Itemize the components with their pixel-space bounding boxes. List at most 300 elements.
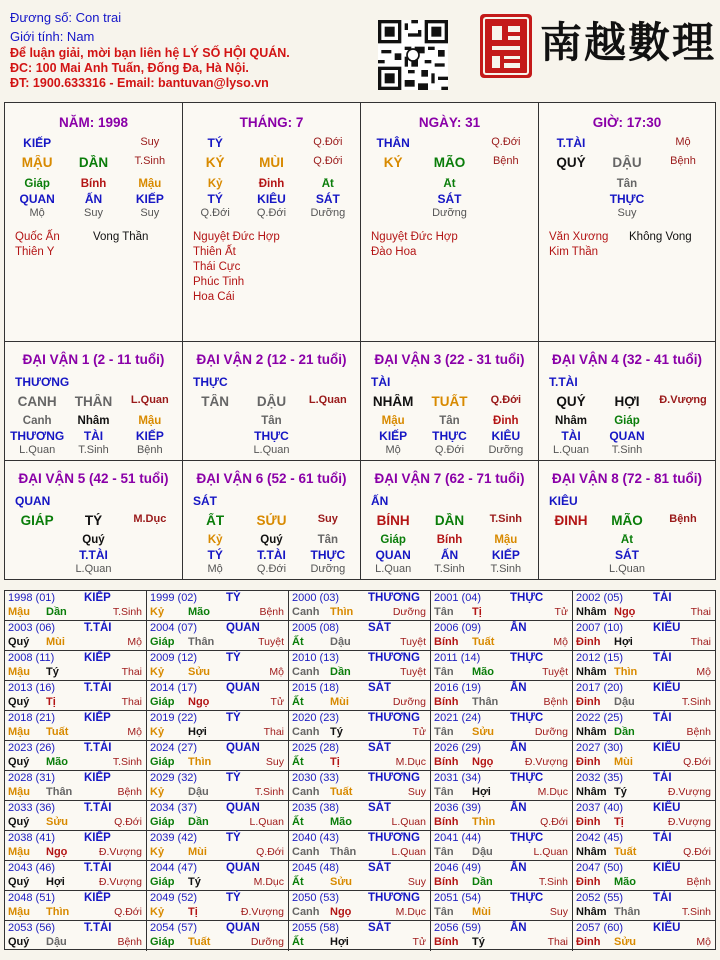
year-stem: Quý xyxy=(8,876,30,888)
year-label: 2049 (52) xyxy=(150,892,198,904)
year-stem: Kỷ xyxy=(150,846,165,858)
dai-van-ten-gods-item xyxy=(187,429,243,443)
year-ten-god: ẤN xyxy=(510,802,527,814)
year-branch: Dậu xyxy=(472,846,493,858)
dai-van-stage: T.Sinh xyxy=(489,513,523,525)
year-stem: Tân xyxy=(434,846,454,858)
year-label: 2023 (26) xyxy=(8,742,56,754)
year-life-stage: Thai xyxy=(690,606,711,618)
dai-van-life-stage-item: Q.Đới xyxy=(256,563,287,575)
dai-van-label: KIÊU xyxy=(549,494,578,508)
year-label: 2006 (09) xyxy=(434,622,482,634)
year-cell xyxy=(5,621,147,651)
pillar-ten-gods-item: QUAN xyxy=(19,192,55,206)
year-ten-god: QUAN xyxy=(226,862,260,874)
year-stem: Quý xyxy=(8,816,30,828)
dai-van-stage: L.Quan xyxy=(130,394,169,406)
header-info xyxy=(10,8,370,91)
dai-van-hidden-stems xyxy=(543,415,711,427)
year-ten-god: TÝ xyxy=(226,652,241,664)
yearly-grid xyxy=(4,590,716,950)
pillar-stem-branch-item: MẬU xyxy=(21,155,53,170)
year-cell xyxy=(573,891,715,921)
dai-van-stage: M.Dục xyxy=(133,513,167,525)
star-item: Thiên Y xyxy=(15,246,55,258)
year-ten-god: TÝ xyxy=(226,772,241,784)
year-cell xyxy=(147,591,289,621)
year-label: 2017 (20) xyxy=(576,682,624,694)
year-stem: Quý xyxy=(8,696,30,708)
dai-van-ten-gods xyxy=(365,548,534,562)
pillar-ten-gods-item: SÁT xyxy=(437,192,462,206)
year-branch: Ngọ xyxy=(614,606,636,618)
dai-van-stem: GIÁP xyxy=(20,513,54,528)
pillar-life-stage-item: Dưỡng xyxy=(432,207,467,219)
year-branch: Tý xyxy=(188,876,201,888)
year-branch: Mão xyxy=(46,756,68,768)
year-ten-god: ẤN xyxy=(510,622,527,634)
pillar-top-row-item: KIẾP xyxy=(23,136,52,150)
year-life-stage: L.Quan xyxy=(249,816,284,828)
year-life-stage: Thai xyxy=(690,636,711,648)
pillar-column xyxy=(539,103,715,342)
dai-van-ten-gods-item: KIẾP xyxy=(379,429,408,443)
year-stem: Kỷ xyxy=(150,666,165,678)
year-label: 2001 (04) xyxy=(434,592,482,604)
year-cell xyxy=(5,921,147,951)
contact-line: Để luận giải, mời bạn liên hệ LÝ SỐ HỘI QUÁN. xyxy=(10,46,290,60)
year-cell xyxy=(147,861,289,891)
dai-van-life-stage xyxy=(543,563,711,575)
year-cell xyxy=(147,681,289,711)
year-branch: Thìn xyxy=(46,906,70,918)
pillar-hidden-stems-item xyxy=(543,178,599,190)
year-ten-god: TÀI xyxy=(653,772,672,784)
year-ten-god: KIẾP xyxy=(84,652,111,664)
year-life-stage: Đ.Vượng xyxy=(98,846,142,858)
dai-van-life-stage-item: T.Sinh xyxy=(434,563,465,575)
dai-van-label: TÀI xyxy=(371,375,391,389)
year-life-stage: Q.Đới xyxy=(540,816,568,828)
year-label: 2015 (18) xyxy=(292,682,340,694)
dai-van-ten-gods-item xyxy=(655,548,711,562)
year-stem: Đinh xyxy=(576,636,601,648)
dai-van-ten-gods-item: THỰC xyxy=(254,429,289,443)
pillar-title: GIỜ: 17:30 xyxy=(592,115,662,130)
year-life-stage: Thai xyxy=(547,936,568,948)
dai-van-life-stage-item: Mộ xyxy=(207,563,223,575)
year-cell xyxy=(5,801,147,831)
dai-van-life-stage-item: T.Sinh xyxy=(611,444,643,456)
pillar-hidden-stems-item: Bính xyxy=(80,178,107,190)
year-label: 2054 (57) xyxy=(150,922,198,934)
year-cell xyxy=(431,591,573,621)
dai-van-life-stage-item xyxy=(300,444,356,456)
year-label: 2030 (33) xyxy=(292,772,340,784)
dai-van-stem-branch xyxy=(543,513,711,528)
year-stem: Tân xyxy=(434,726,454,738)
pillar-life-stage xyxy=(9,207,178,219)
dai-van-ten-gods-item xyxy=(300,429,356,443)
year-branch: Sửu xyxy=(330,876,353,888)
year-life-stage: T.Sinh xyxy=(112,756,142,768)
year-life-stage: Suy xyxy=(407,786,426,798)
pillar-ten-gods xyxy=(9,192,178,206)
year-life-stage: Tuyệt xyxy=(400,666,426,678)
year-stem: Nhâm xyxy=(576,666,607,678)
year-label: 2046 (49) xyxy=(434,862,482,874)
stars-right xyxy=(629,230,709,245)
pillar-stem-branch xyxy=(365,155,534,170)
year-ten-god: QUAN xyxy=(226,742,260,754)
dai-van-life-stage-item: Dưỡng xyxy=(488,444,524,456)
year-label: 2007 (10) xyxy=(576,622,624,634)
year-cell xyxy=(147,651,289,681)
year-cell xyxy=(5,861,147,891)
year-branch: Thân xyxy=(472,696,499,708)
year-life-stage: L.Quan xyxy=(533,846,568,858)
dai-van-hidden-stems xyxy=(365,534,534,546)
year-stem: Đinh xyxy=(576,696,601,708)
year-life-stage: Thai xyxy=(121,696,142,708)
year-cell xyxy=(147,891,289,921)
year-cell xyxy=(431,831,573,861)
dai-van-hidden-stems-item: Đinh xyxy=(493,415,519,427)
dai-van-hidden-stems-item: Mậu xyxy=(494,534,518,546)
year-stem: Kỷ xyxy=(150,606,165,618)
year-cell xyxy=(431,621,573,651)
dai-van-hidden-stems-item: Nhâm xyxy=(555,415,587,427)
year-stem: Giáp xyxy=(150,696,175,708)
year-stem: Ất xyxy=(292,876,304,888)
year-branch: Ngọ xyxy=(46,846,68,858)
dai-van-cell xyxy=(5,461,183,579)
year-life-stage: Thai xyxy=(263,726,284,738)
year-cell xyxy=(431,771,573,801)
year-stem: Nhâm xyxy=(576,606,607,618)
stars-right xyxy=(93,230,176,245)
year-stem: Ất xyxy=(292,816,304,828)
year-life-stage: Bệnh xyxy=(686,876,711,888)
year-stem: Quý xyxy=(8,636,30,648)
year-branch: Thân xyxy=(46,786,73,798)
dai-van-label: SÁT xyxy=(193,494,217,508)
dai-van-ten-gods-item: THỰC xyxy=(432,429,467,443)
year-stem: Mậu xyxy=(8,666,30,678)
dai-van-hidden-stems-item xyxy=(9,534,65,546)
year-branch: Sửu xyxy=(46,816,69,828)
pillar-stem-branch-item: KỶ xyxy=(205,155,225,170)
year-life-stage: Tử xyxy=(412,726,426,738)
pillar-top-row-item: T.TÀI xyxy=(556,136,586,150)
year-stem: Canh xyxy=(292,786,320,798)
year-cell xyxy=(289,891,431,921)
year-stem: Kỷ xyxy=(150,906,165,918)
year-stem: Mậu xyxy=(8,906,30,918)
dai-van-life-stage-item: T.Sinh xyxy=(490,563,522,575)
year-branch: Mão xyxy=(614,876,636,888)
dai-van-ten-gods xyxy=(9,429,178,443)
pillar-life-stage-item xyxy=(543,207,599,219)
year-ten-god: THỰC xyxy=(510,772,544,784)
year-stem: Canh xyxy=(292,726,320,738)
year-branch: Tuất xyxy=(46,726,69,738)
year-cell xyxy=(431,891,573,921)
pillar-ten-gods-item: TÝ xyxy=(207,192,223,206)
dai-van-hidden-stems-item xyxy=(655,415,711,427)
year-ten-god: KIÊU xyxy=(653,742,681,754)
dai-van-ten-gods-item xyxy=(9,548,65,562)
dai-van-stage: Bệnh xyxy=(669,513,697,525)
year-cell xyxy=(431,681,573,711)
year-ten-god: KIẾP xyxy=(84,892,111,904)
year-label: 2045 (48) xyxy=(292,862,340,874)
year-branch: Sửu xyxy=(614,936,637,948)
pillar-hidden-stems-item: Ất xyxy=(321,178,334,190)
year-ten-god: KIÊU xyxy=(653,622,681,634)
year-label: 2002 (05) xyxy=(576,592,624,604)
pillar-ten-gods-item: KIÊU xyxy=(257,192,286,206)
pillar-column xyxy=(361,103,539,342)
year-stem: Giáp xyxy=(150,876,175,888)
pillar-ten-gods-item xyxy=(655,192,711,206)
dai-van-cell xyxy=(539,461,715,579)
year-stem: Mậu xyxy=(8,726,30,738)
year-stem: Bính xyxy=(434,696,459,708)
year-life-stage: Mộ xyxy=(127,726,142,738)
dai-van-label: T.TÀI xyxy=(549,375,578,389)
year-life-stage: Q.Đới xyxy=(114,906,142,918)
year-cell xyxy=(431,711,573,741)
pillar-hidden-stems-item: Đinh xyxy=(258,178,285,190)
year-cell xyxy=(5,771,147,801)
year-label: 2034 (37) xyxy=(150,802,198,814)
dai-van-hidden-stems-item: Tân xyxy=(439,415,460,427)
year-ten-god: THỰC xyxy=(510,712,544,724)
year-ten-god: TÝ xyxy=(226,592,241,604)
gender-line: Giới tính: Nam xyxy=(10,29,95,44)
dai-van-hidden-stems-item xyxy=(187,415,243,427)
year-label: 2052 (55) xyxy=(576,892,624,904)
year-life-stage: Mộ xyxy=(127,636,142,648)
year-ten-god: KIÊU xyxy=(653,922,681,934)
year-ten-god: KIÊU xyxy=(653,802,681,814)
year-ten-god: T.TÀI xyxy=(84,862,112,874)
pillar-life-stage-item: Mộ xyxy=(29,207,45,219)
year-cell xyxy=(289,861,431,891)
year-life-stage: Q.Đới xyxy=(683,756,711,768)
dai-van-ten-gods-item: T.TÀI xyxy=(79,548,108,562)
dai-van-title: ĐẠI VẬN 6 (52 - 61 tuổi) xyxy=(196,471,347,486)
year-label: 2033 (36) xyxy=(8,802,56,814)
pillar-ten-gods-item: THỰC xyxy=(609,192,645,206)
pillar-life-stage-item: Suy xyxy=(140,207,160,219)
dai-van-cell xyxy=(183,342,361,461)
year-label: 2040 (43) xyxy=(292,832,340,844)
year-branch: Tý xyxy=(46,666,59,678)
year-life-stage: T.Sinh xyxy=(112,606,142,618)
year-stem: Tân xyxy=(434,606,454,618)
year-cell xyxy=(431,861,573,891)
year-label: 2051 (54) xyxy=(434,892,482,904)
year-stem: Ất xyxy=(292,936,304,948)
dai-van-ten-gods-item: KIẾP xyxy=(491,548,520,562)
dai-van-cell xyxy=(5,342,183,461)
year-cell xyxy=(147,801,289,831)
dai-van-stem: ẤT xyxy=(206,513,225,528)
dai-van-stem-branch xyxy=(187,394,356,409)
dai-van-ten-gods xyxy=(543,429,711,443)
year-ten-god: THỰC xyxy=(510,652,544,664)
year-ten-god: TÝ xyxy=(226,712,241,724)
year-label: 2014 (17) xyxy=(150,682,198,694)
year-life-stage: Mộ xyxy=(696,936,711,948)
dai-van-stage: Đ.Vượng xyxy=(659,394,707,406)
year-cell xyxy=(289,621,431,651)
year-label: 2005 (08) xyxy=(292,622,340,634)
year-label: 2008 (11) xyxy=(8,652,55,664)
year-ten-god: THỰC xyxy=(510,892,544,904)
dai-van-ten-gods-item: SÁT xyxy=(615,548,639,562)
star-item: Quốc Ấn xyxy=(15,231,60,243)
pillar-top-row-item xyxy=(599,136,655,150)
dai-van-life-stage-item xyxy=(9,563,65,575)
year-cell xyxy=(289,771,431,801)
year-life-stage: Bệnh xyxy=(543,696,568,708)
dai-van-stage: L.Quan xyxy=(308,394,347,406)
year-stem: Canh xyxy=(292,606,320,618)
dai-van-life-stage-item: Dưỡng xyxy=(310,563,346,575)
year-ten-god: KIẾP xyxy=(84,832,111,844)
dai-van-stem: ĐINH xyxy=(554,513,588,528)
stars-left xyxy=(371,230,532,260)
pillar-title: NGÀY: 31 xyxy=(418,115,481,130)
pillar-life-stage-item: Q.Đới xyxy=(256,207,287,219)
year-branch: Dậu xyxy=(46,936,67,948)
year-branch: Dần xyxy=(614,726,635,738)
year-cell xyxy=(147,711,289,741)
dai-van-title: ĐẠI VẬN 3 (22 - 31 tuổi) xyxy=(374,352,525,367)
pillar-ten-gods-item xyxy=(365,192,421,206)
year-life-stage: M.Dục xyxy=(253,876,284,888)
year-life-stage: Đ.Vượng xyxy=(667,786,711,798)
pillar-hidden-stems-item: Mậu xyxy=(138,178,162,190)
pillar-life-stage-item: Suy xyxy=(617,207,637,219)
dai-van-hidden-stems xyxy=(187,534,356,546)
year-branch: Thìn xyxy=(188,756,212,768)
dai-van-ten-gods-item: KIÊU xyxy=(491,429,521,443)
year-ten-god: T.TÀI xyxy=(84,682,112,694)
pillar-stem-branch xyxy=(9,155,178,170)
dai-van-life-stage-item: L.Quan xyxy=(75,563,112,575)
year-stem: Tân xyxy=(434,666,454,678)
star-item: Kim Thần xyxy=(549,246,599,258)
year-life-stage: Đ.Vượng xyxy=(667,816,711,828)
year-ten-god: TÀI xyxy=(653,832,672,844)
year-stem: Ất xyxy=(292,696,304,708)
year-ten-god: SÁT xyxy=(368,742,391,754)
pillar-top-row-item xyxy=(243,136,299,150)
year-cell xyxy=(573,711,715,741)
year-branch: Dần xyxy=(188,816,209,828)
year-life-stage: M.Dục xyxy=(395,906,426,918)
year-life-stage: Đ.Vượng xyxy=(98,876,142,888)
year-stem: Giáp xyxy=(150,816,175,828)
dai-van-ten-gods-item: T.TÀI xyxy=(257,548,286,562)
year-cell xyxy=(5,831,147,861)
year-life-stage: Dưỡng xyxy=(392,696,426,708)
year-stem: Mậu xyxy=(8,846,30,858)
year-ten-god: THƯƠNG xyxy=(368,592,420,604)
year-cell xyxy=(573,741,715,771)
year-label: 2028 (31) xyxy=(8,772,56,784)
dai-van-hidden-stems-item xyxy=(543,534,599,546)
year-ten-god: THỰC xyxy=(510,592,544,604)
year-cell xyxy=(431,801,573,831)
year-life-stage: Dưỡng xyxy=(392,606,426,618)
year-label: 2013 (16) xyxy=(8,682,56,694)
year-stem: Nhâm xyxy=(576,726,607,738)
year-cell xyxy=(289,831,431,861)
pillar-life-stage-item xyxy=(365,207,421,219)
dai-van-hidden-stems-item: Canh xyxy=(22,415,52,427)
dai-van-stage: Suy xyxy=(317,513,338,525)
year-ten-god: SÁT xyxy=(368,922,391,934)
dai-van-life-stage xyxy=(187,563,356,575)
dai-van-title: ĐẠI VẬN 8 (72 - 81 tuổi) xyxy=(551,471,703,486)
dai-van-ten-gods-item: TÝ xyxy=(207,548,223,562)
year-life-stage: L.Quan xyxy=(391,846,426,858)
dai-van-hidden-stems-item: Tân xyxy=(317,534,339,546)
star-item: Văn Xương xyxy=(549,231,609,243)
year-stem: Kỷ xyxy=(150,726,165,738)
dai-van-ten-gods-item: THỰC xyxy=(310,548,346,562)
year-branch: Mùi xyxy=(188,846,207,858)
dai-van-life-stage-item: T.Sinh xyxy=(78,444,109,456)
year-ten-god: T.TÀI xyxy=(84,622,112,634)
year-life-stage: Tử xyxy=(270,696,284,708)
pillar-top-row-item: Mộ xyxy=(675,136,691,148)
year-ten-god: T.TÀI xyxy=(84,922,112,934)
year-stem: Bính xyxy=(434,816,459,828)
year-stem: Quý xyxy=(8,936,30,948)
pillar-stem-branch-item: Bệnh xyxy=(670,155,696,167)
dai-van-hidden-stems-item: Bính xyxy=(436,534,463,546)
dai-van-stage: Q.Đới xyxy=(490,394,522,406)
dai-van-ten-gods xyxy=(365,429,534,443)
dai-van-label: ẤN xyxy=(371,494,389,508)
dai-van-branch: DẬU xyxy=(256,394,287,409)
star-item: Phúc Tinh xyxy=(193,276,245,288)
year-life-stage: Dưỡng xyxy=(534,726,568,738)
dai-van-life-stage-item xyxy=(655,563,711,575)
dai-van-branch: HỢI xyxy=(614,394,640,409)
year-label: 2000 (03) xyxy=(292,592,340,604)
year-cell xyxy=(573,771,715,801)
year-life-stage: Đ.Vượng xyxy=(524,756,568,768)
pillar-hidden-stems-item: Tân xyxy=(616,178,638,190)
year-ten-god: THỰC xyxy=(510,832,544,844)
year-branch: Tị xyxy=(330,756,340,768)
year-life-stage: T.Sinh xyxy=(681,696,711,708)
year-cell xyxy=(289,801,431,831)
year-branch: Thân xyxy=(188,636,215,648)
dai-van-ten-gods-item: TÀI xyxy=(561,429,581,443)
year-life-stage: Suy xyxy=(549,906,568,918)
pillar-top-row xyxy=(543,136,711,150)
year-label: 2041 (44) xyxy=(434,832,482,844)
year-branch: Thìn xyxy=(330,606,354,618)
